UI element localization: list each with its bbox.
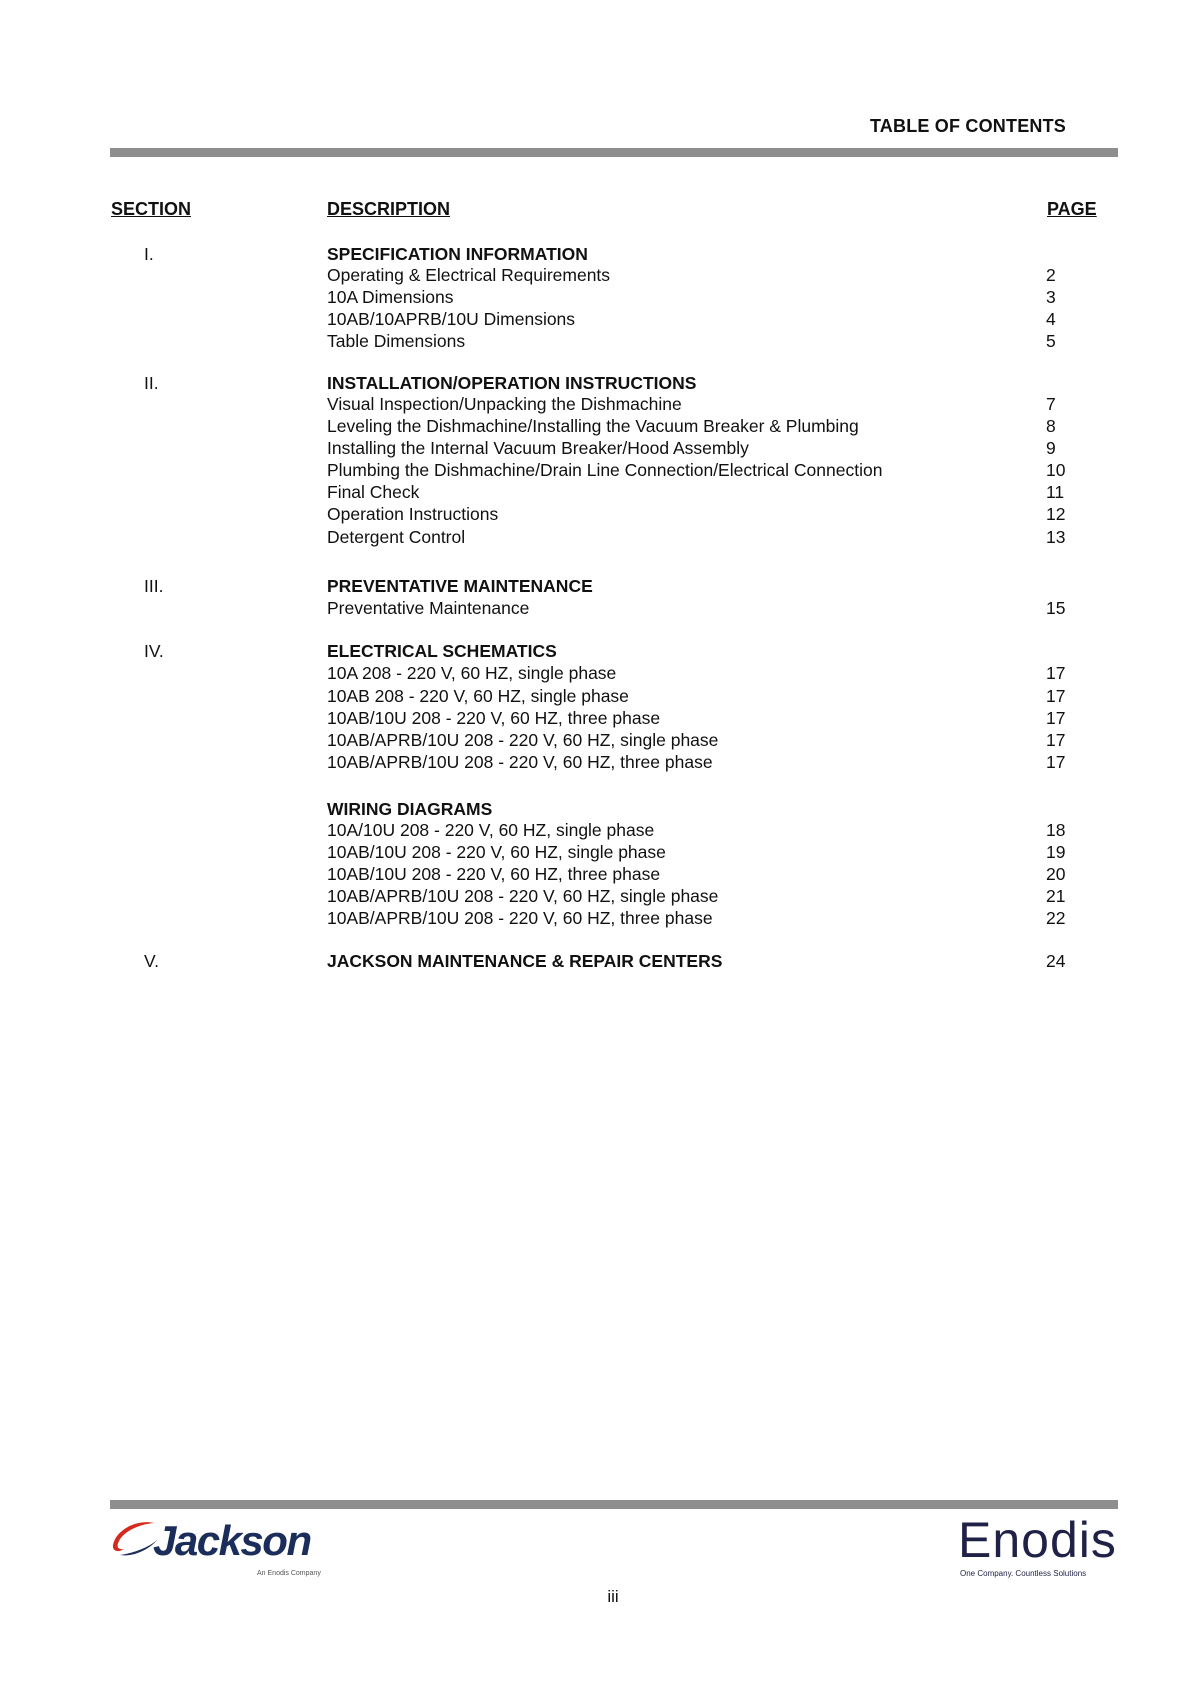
section-heading-page: 24 bbox=[1046, 951, 1066, 971]
jackson-logo bbox=[110, 1515, 345, 1583]
section-numeral: IV. bbox=[144, 641, 164, 661]
section-heading: SPECIFICATION INFORMATION bbox=[327, 244, 588, 264]
column-header-page: PAGE bbox=[1047, 199, 1097, 219]
toc-entry-page: 17 bbox=[1046, 708, 1066, 728]
toc-entry-page: 4 bbox=[1046, 309, 1056, 329]
toc-entry-page: 20 bbox=[1046, 864, 1066, 884]
toc-entry: Operation Instructions bbox=[327, 504, 499, 524]
toc-entry: Preventative Maintenance bbox=[327, 598, 530, 618]
toc-entry-page: 11 bbox=[1046, 482, 1065, 502]
section-heading: PREVENTATIVE MAINTENANCE bbox=[327, 576, 593, 596]
toc-entry: Visual Inspection/Unpacking the Dishmachine bbox=[327, 394, 682, 414]
toc-entry-page: 17 bbox=[1046, 752, 1066, 772]
section-heading: JACKSON MAINTENANCE & REPAIR CENTERS bbox=[327, 951, 723, 971]
page-number: iii bbox=[607, 1587, 619, 1606]
toc-entry-page: 3 bbox=[1046, 287, 1056, 307]
header-rule bbox=[110, 148, 1118, 157]
toc-entry: 10AB/10U 208 - 220 V, 60 HZ, three phase bbox=[327, 864, 661, 884]
section-numeral: V. bbox=[144, 951, 159, 971]
toc-entry-page: 5 bbox=[1046, 331, 1056, 351]
section-numeral: I. bbox=[144, 244, 154, 264]
toc-entry-page: 17 bbox=[1046, 730, 1066, 750]
enodis-logo-text: Enodis bbox=[958, 1512, 1117, 1568]
section-heading: WIRING DIAGRAMS bbox=[327, 799, 493, 819]
toc-entry: 10A Dimensions bbox=[327, 287, 454, 307]
toc-entry-page: 17 bbox=[1046, 663, 1066, 683]
toc-entry: 10AB/10U 208 - 220 V, 60 HZ, single phase bbox=[327, 842, 666, 862]
toc-entry: 10AB/APRB/10U 208 - 220 V, 60 HZ, single phase bbox=[327, 730, 719, 750]
column-header-description: DESCRIPTION bbox=[327, 199, 451, 219]
toc-entry-page: 22 bbox=[1046, 908, 1066, 928]
column-header-section: SECTION bbox=[111, 199, 192, 219]
toc-entry-page: 9 bbox=[1046, 438, 1056, 458]
toc-entry: 10AB/APRB/10U 208 - 220 V, 60 HZ, three phase bbox=[327, 908, 713, 928]
toc-entry: 10AB/10U 208 - 220 V, 60 HZ, three phase bbox=[327, 708, 661, 728]
toc-entry-page: 21 bbox=[1046, 886, 1066, 906]
section-heading: INSTALLATION/OPERATION INSTRUCTIONS bbox=[327, 373, 697, 393]
toc-entry-page: 13 bbox=[1046, 527, 1066, 547]
toc-entry: 10AB 208 - 220 V, 60 HZ, single phase bbox=[327, 686, 629, 706]
toc-entry-page: 19 bbox=[1046, 842, 1066, 862]
toc-entry-page: 8 bbox=[1046, 416, 1056, 436]
section-numeral: II. bbox=[144, 373, 159, 393]
enodis-logo-tagline: One Company. Countless Solutions bbox=[960, 1569, 1087, 1578]
footer-rule bbox=[110, 1500, 1118, 1509]
toc-entry: Table Dimensions bbox=[327, 331, 466, 351]
toc-entry-page: 15 bbox=[1046, 598, 1066, 618]
toc-entry-page: 12 bbox=[1046, 504, 1066, 524]
toc-entry-page: 17 bbox=[1046, 686, 1066, 706]
toc-entry: Operating & Electrical Requirements bbox=[327, 265, 611, 285]
toc-entry-page: 2 bbox=[1046, 265, 1056, 285]
toc-entry: Plumbing the Dishmachine/Drain Line Connection/Electrical Connection bbox=[327, 460, 883, 480]
section-numeral: III. bbox=[144, 576, 164, 596]
toc-entry: 10A/10U 208 - 220 V, 60 HZ, single phase bbox=[327, 820, 655, 840]
toc-entry: Detergent Control bbox=[327, 527, 466, 547]
toc-entry: 10AB/APRB/10U 208 - 220 V, 60 HZ, single phase bbox=[327, 886, 719, 906]
toc-entry: Installing the Internal Vacuum Breaker/Hood Assembly bbox=[327, 438, 749, 458]
toc-entry: Final Check bbox=[327, 482, 420, 502]
page-header-title: TABLE OF CONTENTS bbox=[869, 116, 1066, 136]
section-heading: ELECTRICAL SCHEMATICS bbox=[327, 641, 557, 661]
toc-entry: 10AB/APRB/10U 208 - 220 V, 60 HZ, three phase bbox=[327, 752, 713, 772]
toc-entry-page: 10 bbox=[1046, 460, 1066, 480]
jackson-logo-text: Jackson bbox=[153, 1517, 311, 1564]
toc-entry: Leveling the Dishmachine/Installing the Vacuum Breaker & Plumbing bbox=[327, 416, 859, 436]
toc-entry-page: 7 bbox=[1046, 394, 1056, 414]
enodis-logo bbox=[955, 1512, 1120, 1583]
toc-entry: 10AB/10APRB/10U Dimensions bbox=[327, 309, 576, 329]
toc-entry: 10A 208 - 220 V, 60 HZ, single phase bbox=[327, 663, 617, 683]
toc-entry-page: 18 bbox=[1046, 820, 1066, 840]
jackson-logo-tagline: An Enodis Company bbox=[257, 1570, 321, 1577]
